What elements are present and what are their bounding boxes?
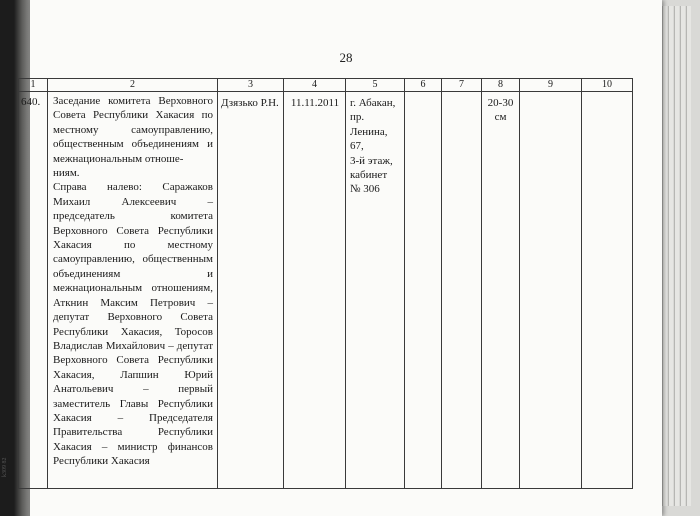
register-table (18, 78, 633, 489)
table-row (19, 92, 633, 489)
page-edge (674, 6, 679, 506)
description-body: Справа налево: Саражаков Михаил Алексеевич – председатель комитета Верховного Совета Республики Хакасия по местному самоуправлению, общественным объединениям и межнациональным отношениям, Аткнин Максим Петрович – депутат Верховного Совета Республики Хакасия, Торосов Владислав Михайлович – депутат Верховного Совета Республики Хакасия, Лапшин Юрий Анатольевич – первый заместитель Главы Республики Хакасия – Председателя Правительства Республики Хакасия – министр финансов Республики Хакасия (53, 181, 213, 468)
row-responsible: Дзязько Р.Н. (218, 92, 284, 489)
page-number: 28 (339, 50, 353, 65)
page-edge (668, 6, 673, 506)
row-col6 (405, 92, 442, 489)
document-page (21, 0, 662, 516)
column-header-1: 1 (19, 79, 48, 92)
column-header-4: 4 (284, 79, 346, 92)
row-duration: 20-30 см (482, 92, 520, 489)
column-header-9: 9 (520, 79, 582, 92)
column-header-3: 3 (218, 79, 284, 92)
page-edge (686, 6, 691, 506)
row-place: г. Абакан, пр. Ленина, 67, 3-й этаж, кабинет № 306 (346, 92, 405, 489)
column-header-7: 7 (442, 79, 482, 92)
row-date: 11.11.2011 (284, 92, 346, 489)
description-title: Заседание комитета Верховного Совета Республики Хакасия по местному самоуправлению, общественным объединениям и межнациональным отноше- ниям. (53, 95, 213, 180)
row-description (48, 92, 218, 489)
row-number: 640. (19, 92, 48, 489)
column-header-8: 8 (482, 79, 520, 92)
column-header-10: 10 (582, 79, 633, 92)
page-edge (662, 6, 667, 506)
archive-stamp: k309 82 (2, 457, 8, 477)
column-number-row (19, 79, 633, 92)
row-col10 (582, 92, 633, 489)
row-col7 (442, 92, 482, 489)
column-header-6: 6 (405, 79, 442, 92)
column-header-5: 5 (346, 79, 405, 92)
row-col9 (520, 92, 582, 489)
column-header-2: 2 (48, 79, 218, 92)
page-edge (680, 6, 685, 506)
